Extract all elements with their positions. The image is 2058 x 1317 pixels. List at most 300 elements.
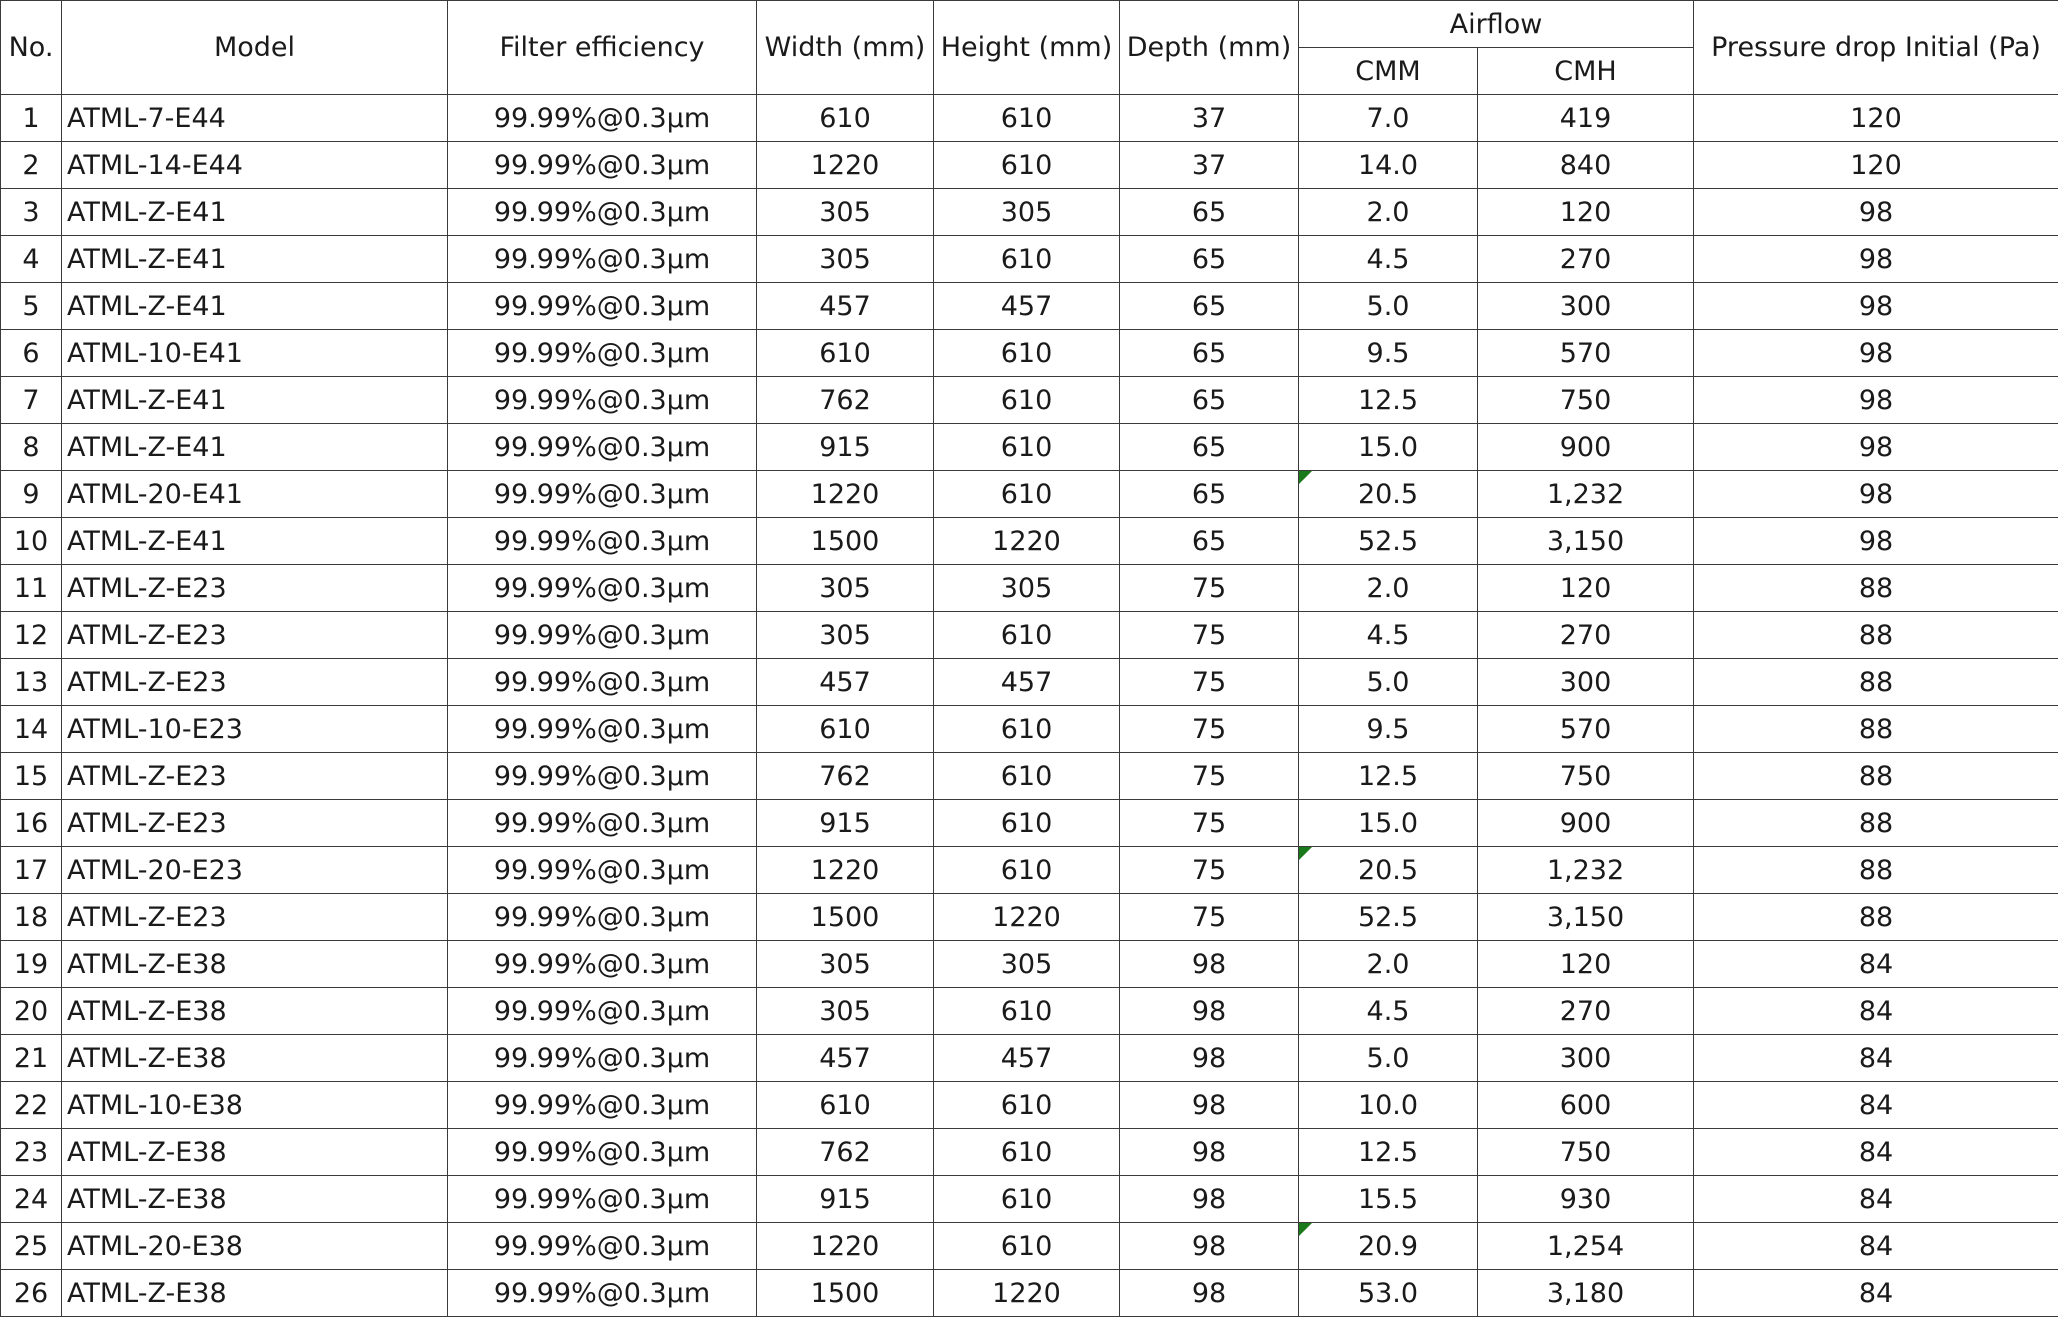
cell-width[interactable]: [757, 1082, 934, 1129]
cell-filter-efficiency-text: 99.99%@0.3μm: [493, 619, 711, 651]
cell-no[interactable]: [1, 894, 62, 941]
cell-filter-efficiency[interactable]: [448, 518, 757, 565]
cell-cmm[interactable]: [1299, 1270, 1478, 1317]
cell-filter-efficiency[interactable]: [448, 847, 757, 894]
cell-pressure-drop[interactable]: [1694, 659, 2058, 706]
cell-model[interactable]: [62, 988, 448, 1035]
cell-cmm[interactable]: [1299, 612, 1478, 659]
cell-model[interactable]: [62, 847, 448, 894]
cell-pressure-drop[interactable]: [1694, 471, 2058, 518]
header-pressure-drop[interactable]: Pressure drop Initial (Pa): [1694, 1, 2058, 95]
cell-cmm-text: 20.9: [1357, 1230, 1419, 1262]
cell-height[interactable]: [934, 330, 1120, 377]
cell-model[interactable]: [62, 659, 448, 706]
cell-depth[interactable]: [1120, 847, 1299, 894]
cell-filter-efficiency[interactable]: [448, 471, 757, 518]
cell-no[interactable]: [1, 1176, 62, 1223]
cell-cmh-text: 900: [1559, 807, 1612, 839]
comment-indicator-icon[interactable]: [1299, 1223, 1312, 1236]
cell-width-text: 1220: [810, 478, 880, 510]
cell-height[interactable]: [934, 941, 1120, 988]
cell-cmh[interactable]: [1478, 800, 1694, 847]
cell-depth-text: 65: [1191, 478, 1227, 510]
cell-no[interactable]: [1, 1129, 62, 1176]
cell-depth[interactable]: [1120, 424, 1299, 471]
cell-pressure-drop[interactable]: [1694, 189, 2058, 236]
cell-filter-efficiency[interactable]: [448, 424, 757, 471]
cell-cmh[interactable]: [1478, 471, 1694, 518]
cell-cmh[interactable]: [1478, 659, 1694, 706]
cell-depth[interactable]: [1120, 1223, 1299, 1270]
cell-width[interactable]: [757, 424, 934, 471]
cell-filter-efficiency[interactable]: [448, 189, 757, 236]
cell-depth[interactable]: [1120, 659, 1299, 706]
cell-pressure-drop[interactable]: [1694, 941, 2058, 988]
cell-width[interactable]: [757, 753, 934, 800]
cell-model[interactable]: [62, 753, 448, 800]
cell-filter-efficiency[interactable]: [448, 283, 757, 330]
cell-depth[interactable]: [1120, 95, 1299, 142]
cell-height-text: 457: [1000, 1042, 1053, 1074]
cell-no[interactable]: [1, 518, 62, 565]
header-filter-efficiency[interactable]: Filter efficiency: [448, 1, 757, 95]
cell-height[interactable]: [934, 377, 1120, 424]
cell-model[interactable]: [62, 1082, 448, 1129]
cell-cmm[interactable]: [1299, 1082, 1478, 1129]
cell-cmm[interactable]: [1299, 565, 1478, 612]
cell-pressure-drop[interactable]: [1694, 1223, 2058, 1270]
cell-model[interactable]: [62, 1223, 448, 1270]
cell-filter-efficiency-text: 99.99%@0.3μm: [493, 807, 711, 839]
cell-cmh-text: 750: [1559, 760, 1612, 792]
header-no[interactable]: No.: [1, 1, 62, 95]
cell-no[interactable]: [1, 800, 62, 847]
cell-no[interactable]: [1, 847, 62, 894]
cell-no[interactable]: [1, 706, 62, 753]
cell-height[interactable]: [934, 847, 1120, 894]
cell-model[interactable]: [62, 518, 448, 565]
cell-cmh-text: 930: [1559, 1183, 1612, 1215]
cell-cmh-text: 1,232: [1546, 478, 1625, 510]
cell-pressure-drop-text: 84: [1858, 1230, 1894, 1262]
cell-model[interactable]: [62, 189, 448, 236]
cell-cmh-text: 300: [1559, 290, 1612, 322]
cell-filter-efficiency[interactable]: [448, 706, 757, 753]
cell-width[interactable]: [757, 471, 934, 518]
cell-width[interactable]: [757, 189, 934, 236]
cell-height-text: 305: [1000, 572, 1053, 604]
cell-model[interactable]: [62, 706, 448, 753]
cell-width[interactable]: [757, 518, 934, 565]
cell-cmm[interactable]: [1299, 847, 1478, 894]
cell-no[interactable]: [1, 612, 62, 659]
cell-cmh[interactable]: [1478, 612, 1694, 659]
cell-height[interactable]: [934, 189, 1120, 236]
cell-depth[interactable]: [1120, 706, 1299, 753]
cell-filter-efficiency-text: 99.99%@0.3μm: [493, 431, 711, 463]
cell-cmh[interactable]: [1478, 988, 1694, 1035]
cell-height-text: 610: [1000, 149, 1053, 181]
cell-model[interactable]: [62, 471, 448, 518]
cell-cmm[interactable]: [1299, 1035, 1478, 1082]
cell-depth[interactable]: [1120, 142, 1299, 189]
cell-cmh[interactable]: [1478, 142, 1694, 189]
cell-width[interactable]: [757, 377, 934, 424]
header-depth[interactable]: Depth (mm): [1120, 1, 1299, 95]
comment-indicator-icon[interactable]: [1299, 847, 1312, 860]
cell-filter-efficiency[interactable]: [448, 1176, 757, 1223]
cell-height[interactable]: [934, 1223, 1120, 1270]
cell-width[interactable]: [757, 894, 934, 941]
cell-height[interactable]: [934, 424, 1120, 471]
cell-no[interactable]: [1, 189, 62, 236]
cell-height-text: 610: [1000, 995, 1053, 1027]
cell-depth[interactable]: [1120, 753, 1299, 800]
cell-depth[interactable]: [1120, 565, 1299, 612]
cell-cmh[interactable]: [1478, 565, 1694, 612]
header-model[interactable]: Model: [62, 1, 448, 95]
cell-cmh[interactable]: [1478, 377, 1694, 424]
table-row: [1, 1129, 2058, 1176]
cell-height-text: 305: [1000, 948, 1053, 980]
cell-filter-efficiency[interactable]: [448, 95, 757, 142]
cell-no[interactable]: [1, 1035, 62, 1082]
cell-filter-efficiency[interactable]: [448, 1035, 757, 1082]
cell-cmm[interactable]: [1299, 189, 1478, 236]
cell-pressure-drop[interactable]: [1694, 800, 2058, 847]
cell-cmm-text: 15.5: [1357, 1183, 1419, 1215]
cell-filter-efficiency[interactable]: [448, 236, 757, 283]
cell-model[interactable]: [62, 142, 448, 189]
cell-model[interactable]: [62, 612, 448, 659]
cell-model[interactable]: [62, 283, 448, 330]
cell-depth[interactable]: [1120, 471, 1299, 518]
cell-width-text: 915: [819, 807, 871, 839]
cell-width[interactable]: [757, 95, 934, 142]
header-airflow[interactable]: Airflow: [1299, 1, 1694, 48]
table-row: [1, 424, 2058, 471]
cell-cmh[interactable]: [1478, 1129, 1694, 1176]
cell-width[interactable]: [757, 1270, 934, 1317]
cell-pressure-drop[interactable]: [1694, 565, 2058, 612]
cell-cmh-text: 1,232: [1546, 854, 1625, 886]
cell-pressure-drop[interactable]: [1694, 1082, 2058, 1129]
cell-filter-efficiency[interactable]: [448, 1129, 757, 1176]
cell-height-text: 610: [1000, 1136, 1053, 1168]
cell-cmm[interactable]: [1299, 706, 1478, 753]
cell-model[interactable]: [62, 330, 448, 377]
cell-model[interactable]: [62, 1270, 448, 1317]
cell-pressure-drop[interactable]: [1694, 95, 2058, 142]
table-row: [1, 142, 2058, 189]
cell-model-text: ATML-Z-E38: [67, 1277, 227, 1309]
cell-depth-text: 65: [1191, 525, 1227, 557]
cell-no-text: 3: [22, 196, 40, 228]
cell-cmh-text: 120: [1559, 196, 1612, 228]
cell-height[interactable]: [934, 1129, 1120, 1176]
cell-no[interactable]: [1, 988, 62, 1035]
cell-cmm-text: 2.0: [1366, 196, 1410, 228]
cell-pressure-drop[interactable]: [1694, 1270, 2058, 1317]
cell-cmm[interactable]: [1299, 236, 1478, 283]
cell-filter-efficiency[interactable]: [448, 894, 757, 941]
cell-model-text: ATML-Z-E23: [67, 666, 227, 698]
cell-pressure-drop[interactable]: [1694, 706, 2058, 753]
cell-cmh-text: 750: [1559, 1136, 1612, 1168]
cell-width[interactable]: [757, 236, 934, 283]
cell-filter-efficiency[interactable]: [448, 1270, 757, 1317]
cell-depth[interactable]: [1120, 330, 1299, 377]
cell-height[interactable]: [934, 1035, 1120, 1082]
cell-no[interactable]: [1, 236, 62, 283]
cell-no[interactable]: [1, 377, 62, 424]
cell-depth[interactable]: [1120, 1270, 1299, 1317]
cell-pressure-drop-text: 84: [1858, 948, 1894, 980]
cell-height[interactable]: [934, 565, 1120, 612]
cell-filter-efficiency[interactable]: [448, 753, 757, 800]
table-row: [1, 377, 2058, 424]
cell-height[interactable]: [934, 753, 1120, 800]
cell-height[interactable]: [934, 1082, 1120, 1129]
cell-cmm[interactable]: [1299, 377, 1478, 424]
cell-model[interactable]: [62, 1176, 448, 1223]
cell-cmm[interactable]: [1299, 283, 1478, 330]
cell-cmh[interactable]: [1478, 706, 1694, 753]
comment-indicator-icon[interactable]: [1299, 471, 1312, 484]
cell-height[interactable]: [934, 706, 1120, 753]
cell-pressure-drop[interactable]: [1694, 753, 2058, 800]
cell-filter-efficiency[interactable]: [448, 612, 757, 659]
cell-depth[interactable]: [1120, 941, 1299, 988]
cell-model[interactable]: [62, 236, 448, 283]
cell-filter-efficiency[interactable]: [448, 377, 757, 424]
cell-width[interactable]: [757, 1176, 934, 1223]
cell-pressure-drop[interactable]: [1694, 894, 2058, 941]
cell-height[interactable]: [934, 471, 1120, 518]
cell-model-text: ATML-Z-E38: [67, 995, 227, 1027]
cell-cmm-text: 2.0: [1366, 948, 1410, 980]
cell-cmm[interactable]: [1299, 800, 1478, 847]
cell-model[interactable]: [62, 95, 448, 142]
cell-width[interactable]: [757, 1129, 934, 1176]
cell-cmm[interactable]: [1299, 424, 1478, 471]
cell-depth[interactable]: [1120, 283, 1299, 330]
cell-cmm[interactable]: [1299, 753, 1478, 800]
cell-pressure-drop[interactable]: [1694, 518, 2058, 565]
cell-cmh[interactable]: [1478, 95, 1694, 142]
cell-cmh[interactable]: [1478, 847, 1694, 894]
cell-width-text: 457: [819, 1042, 871, 1074]
cell-width[interactable]: [757, 988, 934, 1035]
cell-height[interactable]: [934, 894, 1120, 941]
cell-no[interactable]: [1, 941, 62, 988]
cell-cmh[interactable]: [1478, 1223, 1694, 1270]
cell-model[interactable]: [62, 800, 448, 847]
cell-depth[interactable]: [1120, 518, 1299, 565]
cell-depth[interactable]: [1120, 1035, 1299, 1082]
cell-no[interactable]: [1, 1223, 62, 1270]
cell-no-text: 4: [22, 243, 40, 275]
cell-filter-efficiency[interactable]: [448, 1082, 757, 1129]
cell-cmh[interactable]: [1478, 236, 1694, 283]
cell-no[interactable]: [1, 283, 62, 330]
cell-model[interactable]: [62, 1035, 448, 1082]
cell-pressure-drop[interactable]: [1694, 1035, 2058, 1082]
cell-width[interactable]: [757, 1035, 934, 1082]
cell-cmh[interactable]: [1478, 894, 1694, 941]
cell-filter-efficiency[interactable]: [448, 565, 757, 612]
cell-model[interactable]: [62, 424, 448, 471]
cell-no[interactable]: [1, 565, 62, 612]
cell-pressure-drop[interactable]: [1694, 424, 2058, 471]
cell-depth[interactable]: [1120, 189, 1299, 236]
cell-cmh-text: 300: [1559, 1042, 1612, 1074]
cell-width[interactable]: [757, 941, 934, 988]
cell-cmh[interactable]: [1478, 753, 1694, 800]
cell-filter-efficiency-text: 99.99%@0.3μm: [493, 572, 711, 604]
cell-pressure-drop[interactable]: [1694, 847, 2058, 894]
cell-cmm[interactable]: [1299, 1176, 1478, 1223]
cell-filter-efficiency[interactable]: [448, 800, 757, 847]
cell-model[interactable]: [62, 941, 448, 988]
cell-filter-efficiency[interactable]: [448, 941, 757, 988]
cell-width[interactable]: [757, 706, 934, 753]
cell-filter-efficiency[interactable]: [448, 659, 757, 706]
cell-model[interactable]: [62, 377, 448, 424]
cell-cmm[interactable]: [1299, 988, 1478, 1035]
table-row: [1, 847, 2058, 894]
cell-width[interactable]: [757, 612, 934, 659]
cell-width-text: 1220: [810, 854, 880, 886]
cell-cmh-text: 3,150: [1546, 901, 1625, 933]
cell-cmh[interactable]: [1478, 330, 1694, 377]
cell-cmm[interactable]: [1299, 330, 1478, 377]
cell-height[interactable]: [934, 988, 1120, 1035]
cell-height[interactable]: [934, 95, 1120, 142]
cell-cmh[interactable]: [1478, 1082, 1694, 1129]
cell-cmh[interactable]: [1478, 941, 1694, 988]
cell-height[interactable]: [934, 142, 1120, 189]
header-height[interactable]: Height (mm): [934, 1, 1120, 95]
cell-width[interactable]: [757, 565, 934, 612]
cell-pressure-drop[interactable]: [1694, 330, 2058, 377]
cell-cmm[interactable]: [1299, 518, 1478, 565]
cell-cmh[interactable]: [1478, 1270, 1694, 1317]
header-cmh[interactable]: CMH: [1478, 48, 1694, 95]
cell-pressure-drop-text: 98: [1858, 478, 1894, 510]
cell-cmh[interactable]: [1478, 518, 1694, 565]
header-width[interactable]: Width (mm): [757, 1, 934, 95]
cell-cmm-text: 53.0: [1357, 1277, 1419, 1309]
cell-width[interactable]: [757, 142, 934, 189]
cell-height[interactable]: [934, 1176, 1120, 1223]
cell-pressure-drop[interactable]: [1694, 283, 2058, 330]
cell-height[interactable]: [934, 518, 1120, 565]
cell-cmm[interactable]: [1299, 142, 1478, 189]
cell-no[interactable]: [1, 330, 62, 377]
cell-height[interactable]: [934, 1270, 1120, 1317]
cell-pressure-drop[interactable]: [1694, 1176, 2058, 1223]
cell-cmm[interactable]: [1299, 1129, 1478, 1176]
cell-pressure-drop[interactable]: [1694, 377, 2058, 424]
cell-width[interactable]: [757, 330, 934, 377]
cell-filter-efficiency[interactable]: [448, 142, 757, 189]
cell-no[interactable]: [1, 95, 62, 142]
cell-height-text: 610: [1000, 713, 1053, 745]
cell-depth[interactable]: [1120, 1082, 1299, 1129]
cell-pressure-drop[interactable]: [1694, 142, 2058, 189]
cell-height[interactable]: [934, 612, 1120, 659]
cell-cmm[interactable]: [1299, 471, 1478, 518]
cell-depth[interactable]: [1120, 1129, 1299, 1176]
cell-cmh-text: 270: [1559, 995, 1612, 1027]
cell-pressure-drop[interactable]: [1694, 988, 2058, 1035]
cell-width[interactable]: [757, 847, 934, 894]
cell-cmm[interactable]: [1299, 95, 1478, 142]
cell-no[interactable]: [1, 1270, 62, 1317]
cell-height[interactable]: [934, 800, 1120, 847]
cell-pressure-drop[interactable]: [1694, 612, 2058, 659]
cell-filter-efficiency[interactable]: [448, 330, 757, 377]
cell-width[interactable]: [757, 800, 934, 847]
cell-cmh[interactable]: [1478, 1176, 1694, 1223]
cell-width[interactable]: [757, 1223, 934, 1270]
cell-pressure-drop[interactable]: [1694, 236, 2058, 283]
cell-no[interactable]: [1, 659, 62, 706]
cell-height-text: 610: [1000, 243, 1053, 275]
cell-cmm[interactable]: [1299, 1223, 1478, 1270]
cell-pressure-drop[interactable]: [1694, 1129, 2058, 1176]
cell-no[interactable]: [1, 471, 62, 518]
cell-depth[interactable]: [1120, 1176, 1299, 1223]
cell-no[interactable]: [1, 753, 62, 800]
cell-cmm[interactable]: [1299, 894, 1478, 941]
cell-cmh[interactable]: [1478, 283, 1694, 330]
cell-depth-text: 37: [1191, 149, 1227, 181]
cell-height[interactable]: [934, 659, 1120, 706]
cell-no-text: 11: [13, 572, 49, 604]
cell-cmh[interactable]: [1478, 424, 1694, 471]
cell-cmh[interactable]: [1478, 189, 1694, 236]
cell-no-text: 13: [13, 666, 49, 698]
cell-filter-efficiency[interactable]: [448, 1223, 757, 1270]
cell-cmm[interactable]: [1299, 659, 1478, 706]
cell-filter-efficiency[interactable]: [448, 988, 757, 1035]
cell-cmm[interactable]: [1299, 941, 1478, 988]
cell-depth[interactable]: [1120, 377, 1299, 424]
cell-width[interactable]: [757, 283, 934, 330]
cell-depth[interactable]: [1120, 988, 1299, 1035]
cell-depth[interactable]: [1120, 236, 1299, 283]
cell-height[interactable]: [934, 283, 1120, 330]
cell-model[interactable]: [62, 894, 448, 941]
cell-cmm-text: 5.0: [1366, 666, 1410, 698]
cell-no[interactable]: [1, 424, 62, 471]
cell-depth[interactable]: [1120, 612, 1299, 659]
header-cmm[interactable]: CMM: [1299, 48, 1478, 95]
cell-height[interactable]: [934, 236, 1120, 283]
cell-no[interactable]: [1, 142, 62, 189]
cell-width[interactable]: [757, 659, 934, 706]
cell-cmh[interactable]: [1478, 1035, 1694, 1082]
cell-model[interactable]: [62, 565, 448, 612]
cell-model[interactable]: [62, 1129, 448, 1176]
cell-width-text: 1220: [810, 1230, 880, 1262]
cell-no-text: 17: [13, 854, 49, 886]
cell-no[interactable]: [1, 1082, 62, 1129]
cell-depth[interactable]: [1120, 894, 1299, 941]
cell-depth[interactable]: [1120, 800, 1299, 847]
